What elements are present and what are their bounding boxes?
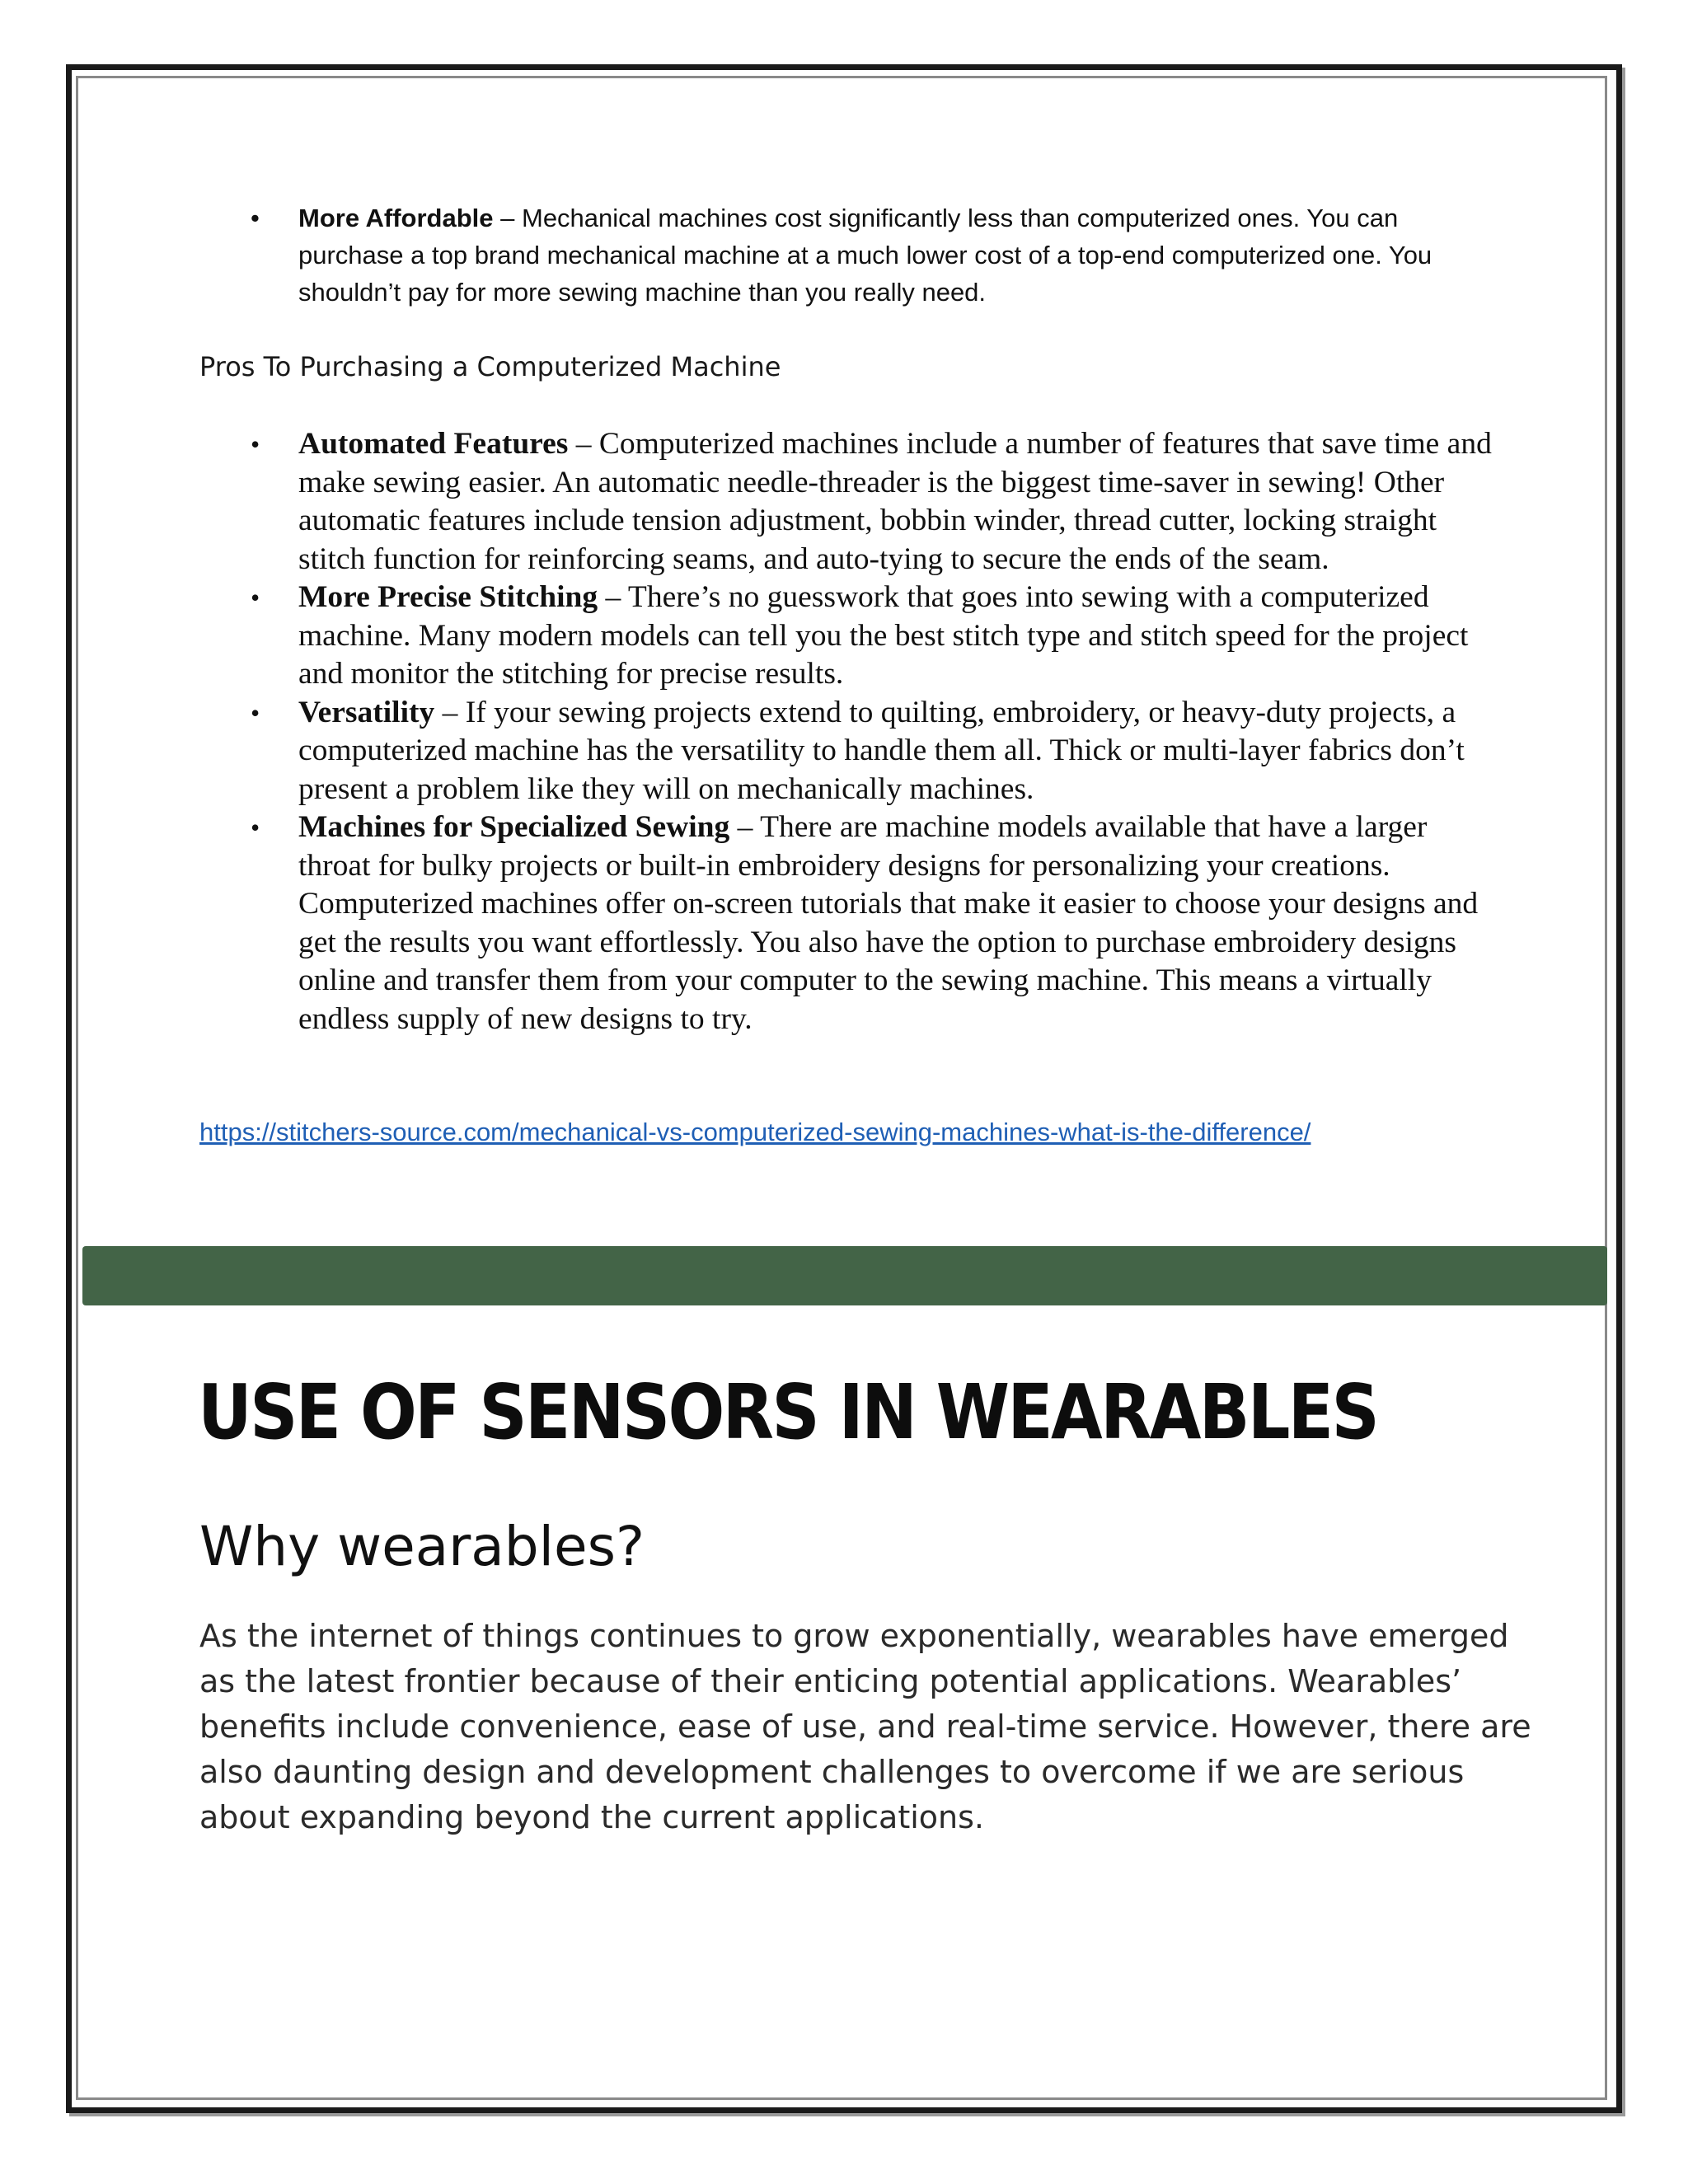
bullet-icon: • (251, 583, 260, 612)
bullet-icon: • (251, 204, 260, 232)
computerized-pros-list (251, 425, 1498, 1038)
list-item (251, 808, 1498, 1038)
bullet-icon: • (251, 429, 260, 459)
list-item-text: – There are machine models available that have a larger throat for bulky projects or built-in embroidery designs for personalizing your creations. Computerized machines offer on-screen tutorials that make it easier to choose your designs and get the results you want effortlessly. You also have the option to purchase embroidery designs online and transfer them from your computer to the sewing machine. This means a virtually endless supply of new designs to try. (298, 810, 1479, 1036)
list-item-text: – If your sewing projects extend to quilting, embroidery, or heavy-duty projects, a computerized machine has the versatility to handle them all. Thick or multi-layer fabrics don’t present a problem like they will on mechanically machines. (298, 695, 1465, 806)
list-item-text: – Computerized machines include a number of features that save time and make sewing easier. An automatic needle-threader is the biggest time-saver in sewing! Other automatic features include tension adjustment, bobbin winder, thread cutter, locking straight stitch function for reinforcing seams, and auto-tying to secure the ends of the seam. (298, 427, 1492, 576)
list-item-text: – Mechanical machines cost significantly less than computerized ones. You can purchase a top brand mechanical machine at a much lower cost of a top-end computerized one. You shouldn’t pay for more sewing machine than you really need. (298, 204, 1432, 307)
list-item (251, 425, 1498, 579)
bullet-icon: • (251, 697, 260, 728)
list-item (251, 579, 1498, 694)
list-item-term: Automated Features (298, 427, 569, 461)
section-divider-band (82, 1246, 1607, 1305)
section-subtitle: Why wearables? (199, 1515, 645, 1578)
list-item-term: Machines for Specialized Sewing (298, 810, 730, 844)
list-item (251, 199, 1510, 311)
section-title: USE OF SENSORS IN WEARABLES (198, 1368, 1378, 1456)
bullet-icon: • (251, 813, 260, 842)
list-item-text: – There’s no guesswork that goes into sewing with a computerized machine. Many modern models can tell you the best stitch type and stitch speed for the project and monitor the stitching for precise results. (298, 580, 1469, 691)
affordability-list (251, 199, 1510, 311)
section-paragraph: As the internet of things continues to grow exponentially, wearables have emerged as the latest frontier because of their enticing potential applications. Wearables’ benefits include convenience, ease of use, and real-time service. However, there are also daunting design and development challenges to overcome if we are serious about expanding beyond the current applications. (199, 1618, 1531, 1835)
section-subheading: Pros To Purchasing a Computerized Machine (199, 351, 781, 382)
list-item-term: More Affordable (298, 204, 494, 232)
source-link[interactable]: https://stitchers-source.com/mechanical-vs-computerized-sewing-machines-what-is-the-difference/ (199, 1118, 1311, 1146)
list-item-term: Versatility (298, 695, 435, 729)
list-item (251, 694, 1498, 809)
list-item-term: More Precise Stitching (298, 580, 598, 614)
